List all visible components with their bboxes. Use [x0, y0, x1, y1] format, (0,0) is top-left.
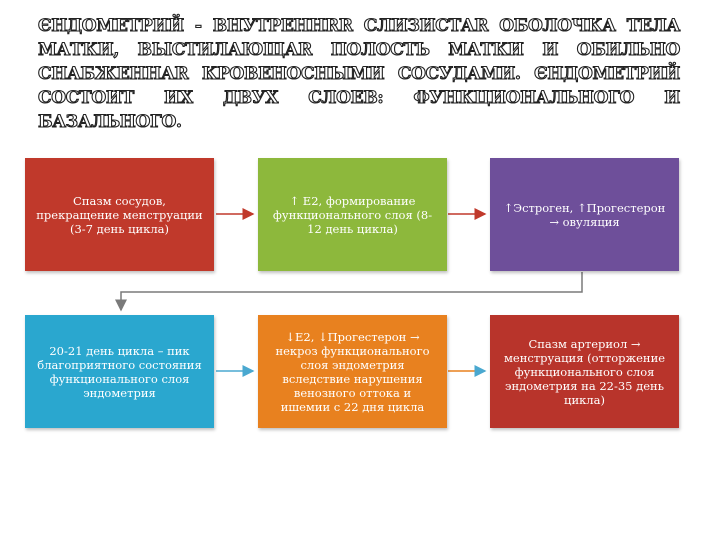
- step-3-box: ↑Эстроген, ↑Прогестерон → овуляция: [490, 158, 679, 271]
- step-1-box: Спазм сосудов, прекращение менструации (3-7 день цикла): [25, 158, 214, 271]
- arrow-step3-to-step4: [121, 272, 582, 310]
- step-6-box: Спазм артериол → менструация (отторжение функционального слоя эндометрия на 22-35 день цикла): [490, 315, 679, 428]
- slide-title: ЄНДОМЕТРИЙ - ВНУТРЕННRR СЛИЗИСТАR ОБОЛОЧКА ТЕЛА МАТКИ, ВЫСТИЛАЮЩАR ПОЛОСТЬ МАТКИ И ОБИЛЬНО СНАБЖЕННАR КРОВЕНОСНЫМИ СОСУДАМИ. ЄНДОМЕТРИЙ СОСТОИТ ИХ ДВУХ СЛОЕВ: ФУНКЦИОНАЛЬНОГО И БАЗАЛЬНОГО.: [38, 16, 680, 132]
- step-4-box: 20-21 день цикла – пик благоприятного состояния функционального слоя эндометрия: [25, 315, 214, 428]
- step-2-box: ↑ E2, формирование функционального слоя (8-12 день цикла): [258, 158, 447, 271]
- step-5-box: ↓E2, ↓Прогестерон → некроз функционального слоя эндометрия вследствие нарушения венозного оттока и ишемии с 22 дня цикла: [258, 315, 447, 428]
